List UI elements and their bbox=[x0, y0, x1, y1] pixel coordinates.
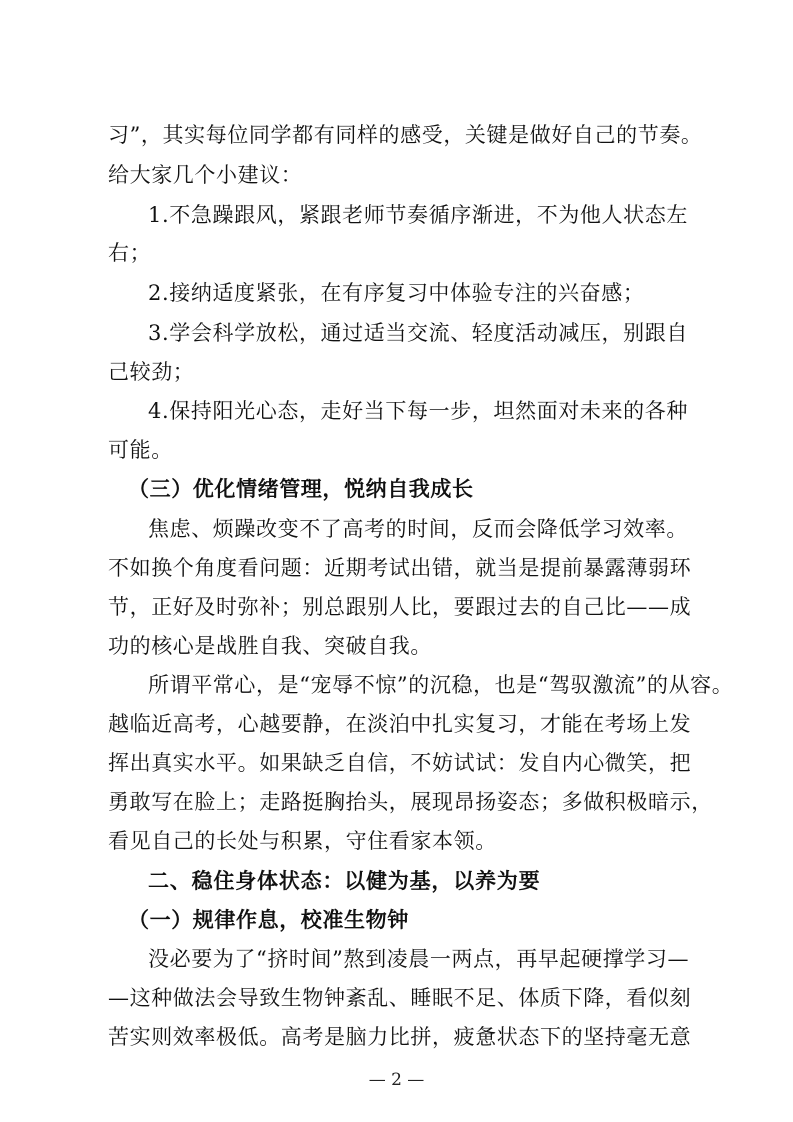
subsection-heading-1: （一）规律作息，校准生物钟 bbox=[128, 908, 409, 932]
body-text-line: —这种做法会导致生物钟紊乱、睡眠不足、体质下降，看似刻 bbox=[108, 986, 692, 1010]
body-text-line: 苦实则效率极低。高考是脑力比拼，疲惫状态下的坚持毫无意 bbox=[108, 1025, 692, 1049]
section-heading-2: 二、稳住身体状态：以健为基，以养为要 bbox=[148, 869, 541, 893]
body-text-line: 给大家几个小建议： bbox=[108, 163, 303, 187]
body-text-line: 没必要为了“挤时间”熬到凌晨一两点，再早起硬撑学习— bbox=[148, 947, 690, 971]
suggestion-item-3: 3.学会科学放松，通过适当交流、轻度活动减压，别跟自 bbox=[148, 321, 688, 345]
body-text-line: 挥出真实水平。如果缺乏自信，不妨试试：发自内心微笑，把 bbox=[108, 751, 692, 775]
body-text-line: 右； bbox=[108, 241, 152, 265]
suggestion-item-4: 4.保持阳光心态，走好当下每一步，坦然面对未来的各种 bbox=[148, 399, 688, 423]
body-text-line: 越临近高考，心越要静，在淡泊中扎实复习，才能在考场上发 bbox=[108, 712, 692, 736]
body-text-line: 功的核心是战胜自我、突破自我。 bbox=[108, 634, 432, 658]
body-text-line: 不如换个角度看问题：近期考试出错，就当是提前暴露薄弱环 bbox=[108, 556, 692, 580]
suggestion-item-1: 1.不急躁跟风，紧跟老师节奏循序渐进，不为他人状态左 bbox=[148, 203, 688, 227]
body-text-line: 所谓平常心，是“宠辱不惊”的沉稳，也是“驾驭激流”的从容。 bbox=[148, 673, 734, 697]
body-text-line: 可能。 bbox=[108, 438, 173, 462]
body-text-line: 己较劲； bbox=[108, 360, 195, 384]
suggestion-item-2: 2.接纳适度紧张，在有序复习中体验专注的兴奋感； bbox=[148, 281, 645, 305]
body-text-line: 焦虑、烦躁改变不了高考的时间，反而会降低学习效率。 bbox=[148, 517, 688, 541]
body-text-line: 节，正好及时弥补；别总跟别人比，要跟过去的自己比——成 bbox=[108, 595, 692, 619]
body-text-line: 习”，其实每位同学都有同样的感受，关键是做好自己的节奏。 bbox=[108, 123, 703, 147]
subsection-heading-3: （三）优化情绪管理，悦纳自我成长 bbox=[128, 477, 474, 501]
body-text-line: 看见自己的长处与积累，守住看家本领。 bbox=[108, 829, 497, 853]
page-number: — 2 — bbox=[368, 1070, 425, 1090]
body-text-line: 勇敢写在脸上；走路挺胸抬头，展现昂扬姿态；多做积极暗示， bbox=[108, 790, 713, 814]
